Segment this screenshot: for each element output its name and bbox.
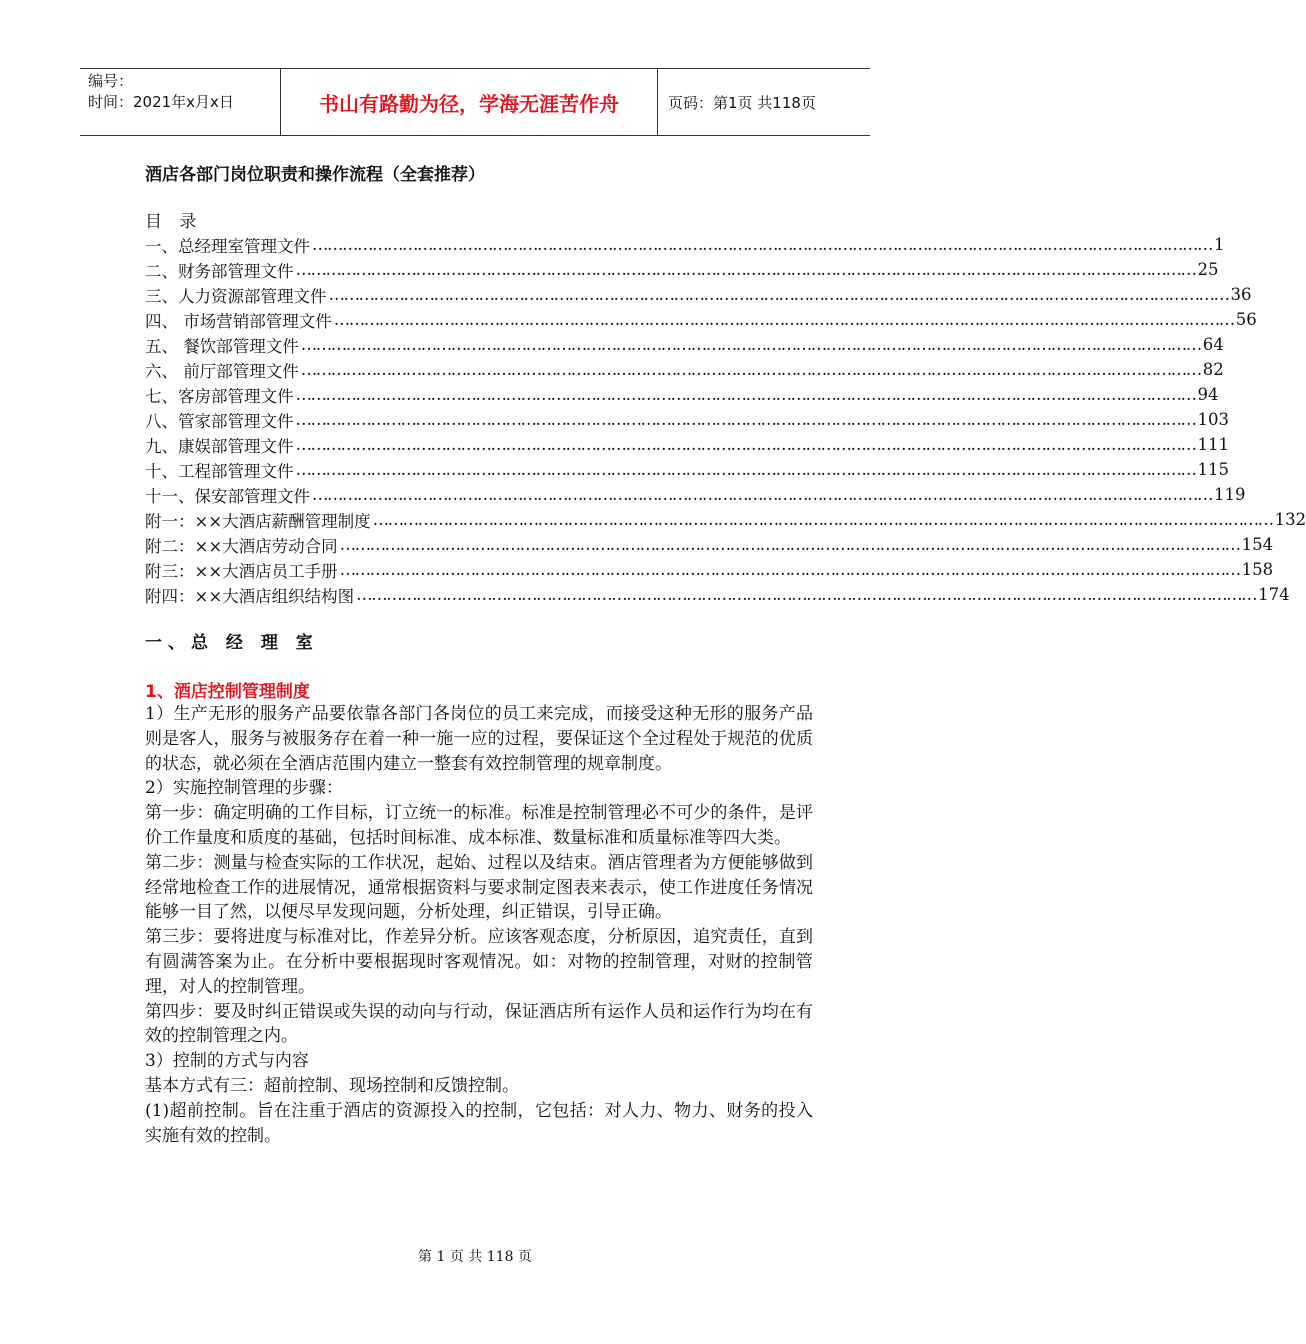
toc-entry-title: 三、人力资源部管理文件 [145, 286, 327, 306]
toc-entry-title: 九、康娱部管理文件 [145, 436, 294, 456]
toc-leader-dots: ……………………………………………………………………………………………………………………………………………………………… [295, 435, 1196, 454]
toc-leader-dots: ……………………………………………………………………………………………………………………………………………………………… [300, 335, 1201, 354]
toc-entry[interactable] [145, 357, 1224, 382]
toc-entry-page: 111 [1197, 435, 1229, 454]
toc-entry[interactable] [145, 432, 1229, 457]
toc-leader-dots: ……………………………………………………………………………………………………………………………………………………………… [300, 360, 1201, 379]
toc-heading: 目 录 [145, 212, 203, 232]
toc-entry-title: 一、总经理室管理文件 [145, 236, 310, 256]
body-paragraph: 1）生产无形的服务产品要依靠各部门各岗位的员工来完成，而接受这种无形的服务产品则是客人，服务与被服务存在着一种一施一应的过程，要保证这个全过程处于规范的优质的状态，就必须在全酒店范围内建立一整套有效控制管理的规章制度。 [145, 704, 813, 774]
toc-entry-page: 25 [1197, 260, 1219, 279]
toc-entry-page: 82 [1202, 360, 1224, 379]
toc-entry-page: 132 [1274, 510, 1306, 529]
toc-leader-dots: ……………………………………………………………………………………………………………………………………………………………… [295, 260, 1196, 279]
toc-entry-page: 56 [1235, 310, 1257, 329]
body-paragraph: 基本方式有三：超前控制、现场控制和反馈控制。 [145, 1075, 519, 1096]
toc-leader-dots: ……………………………………………………………………………………………………………………………………………………………… [312, 235, 1212, 254]
table-of-contents [145, 232, 1306, 607]
toc-entry-title: 附一：××大酒店薪酬管理制度 [145, 511, 371, 531]
toc-entry-page: 36 [1230, 285, 1252, 304]
body-paragraph: 第二步：测量与检查实际的工作状况，起始、过程以及结束。酒店管理者为方便能够做到经常地检查工作的进展情况，通常根据资料与要求制定图表来表示，使工作进度任务情况能够一目了然，以便尽早发现问题，分析处理，纠正错误，引导正确。 [145, 852, 813, 923]
toc-entry[interactable] [145, 557, 1274, 582]
page-footer: 第 1 页 共 118 页 [418, 1249, 532, 1265]
toc-entry-title: 附二：××大酒店劳动合同 [145, 536, 338, 556]
toc-entry[interactable] [145, 582, 1290, 607]
toc-entry[interactable] [145, 407, 1229, 432]
document-date: 时间：2021年x月x日 [88, 93, 234, 111]
toc-entry[interactable] [145, 282, 1252, 307]
body-paragraph: 2）实施控制管理的步骤： [145, 778, 343, 799]
header-page-info: 页码：第1页 共118页 [668, 93, 816, 112]
body-paragraph: 第四步：要及时纠正错误或失误的动向与行动，保证酒店所有运作人员和运作行为均在有效的控制管理之内。 [145, 1001, 813, 1047]
body-paragraph: (1)超前控制。旨在注重于酒店的资源投入的控制，它包括：对人力、物力、财务的投入实施有效的控制。 [145, 1100, 813, 1146]
toc-entry[interactable] [145, 257, 1219, 282]
toc-entry[interactable] [145, 307, 1257, 332]
toc-entry[interactable] [145, 457, 1229, 482]
toc-leader-dots: ……………………………………………………………………………………………………………………………………………………………… [312, 485, 1212, 504]
toc-entry-page: 158 [1241, 560, 1274, 579]
toc-entry-title: 附四：××大酒店组织结构图 [145, 586, 355, 606]
toc-entry-page: 154 [1241, 535, 1274, 554]
toc-entry[interactable] [145, 332, 1224, 357]
toc-leader-dots: ……………………………………………………………………………………………………………………………………………………………… [328, 285, 1229, 304]
toc-entry-title: 附三：××大酒店员工手册 [145, 561, 338, 581]
subsection-heading: 1、酒店控制管理制度 [145, 682, 310, 702]
toc-entry-page: 115 [1197, 460, 1229, 479]
header-motto: 书山有路勤为径，学海无涯苦作舟 [280, 69, 658, 135]
toc-entry-page: 119 [1214, 485, 1246, 504]
toc-leader-dots: ……………………………………………………………………………………………………………………………………………………………… [339, 535, 1240, 554]
toc-entry-title: 六、 前厅部管理文件 [145, 361, 299, 381]
toc-leader-dots: ……………………………………………………………………………………………………………………………………………………………… [333, 310, 1234, 329]
toc-entry-page: 174 [1258, 585, 1290, 604]
body-paragraph: 第一步：确定明确的工作目标，订立统一的标准。标准是控制管理必不可少的条件，是评价工作量度和质度的基础，包括时间标准、成本标准、数量标准和质量标准等四大类。 [145, 803, 813, 848]
header-meta [80, 69, 280, 135]
page-header [80, 68, 870, 136]
toc-entry-title: 四、 市场营销部管理文件 [145, 311, 332, 331]
body-paragraph: 3）控制的方式与内容 [145, 1051, 309, 1072]
toc-entry-title: 八、管家部管理文件 [145, 411, 294, 431]
toc-entry[interactable] [145, 232, 1225, 257]
toc-entry-page: 64 [1202, 335, 1224, 354]
toc-entry[interactable] [145, 382, 1219, 407]
document-number-label: 编号： [88, 72, 134, 90]
toc-leader-dots: ……………………………………………………………………………………………………………………………………………………………… [372, 510, 1273, 529]
toc-entry-title: 十、工程部管理文件 [145, 461, 294, 481]
toc-entry-title: 七、客房部管理文件 [145, 386, 294, 406]
toc-leader-dots: ……………………………………………………………………………………………………………………………………………………………… [295, 410, 1196, 429]
toc-leader-dots: ……………………………………………………………………………………………………………………………………………………………… [295, 385, 1196, 404]
toc-entry-title: 十一、保安部管理文件 [145, 486, 310, 506]
document-title: 酒店各部门岗位职责和操作流程（全套推荐） [145, 165, 485, 185]
toc-entry-title: 二、财务部管理文件 [145, 261, 294, 281]
toc-entry[interactable] [145, 507, 1306, 532]
toc-leader-dots: ……………………………………………………………………………………………………………………………………………………………… [339, 560, 1240, 579]
toc-entry-title: 五、 餐饮部管理文件 [145, 336, 299, 356]
toc-leader-dots: ……………………………………………………………………………………………………………………………………………………………… [356, 585, 1257, 604]
toc-entry[interactable] [145, 532, 1274, 557]
toc-entry[interactable] [145, 482, 1246, 507]
toc-entry-page: 1 [1214, 235, 1225, 254]
toc-entry-page: 94 [1197, 385, 1219, 404]
toc-entry-page: 103 [1197, 410, 1229, 429]
body-text [145, 702, 813, 1148]
section-heading: 一、总 经 理 室 [145, 633, 319, 653]
body-paragraph: 第三步：要将进度与标准对比，作差异分析。应该客观态度，分析原因，追究责任，直到有圆满答案为止。在分析中要根据现时客观情况。如：对物的控制管理，对财的控制管理，对人的控制管理。 [145, 927, 813, 997]
toc-leader-dots: ……………………………………………………………………………………………………………………………………………………………… [295, 460, 1196, 479]
